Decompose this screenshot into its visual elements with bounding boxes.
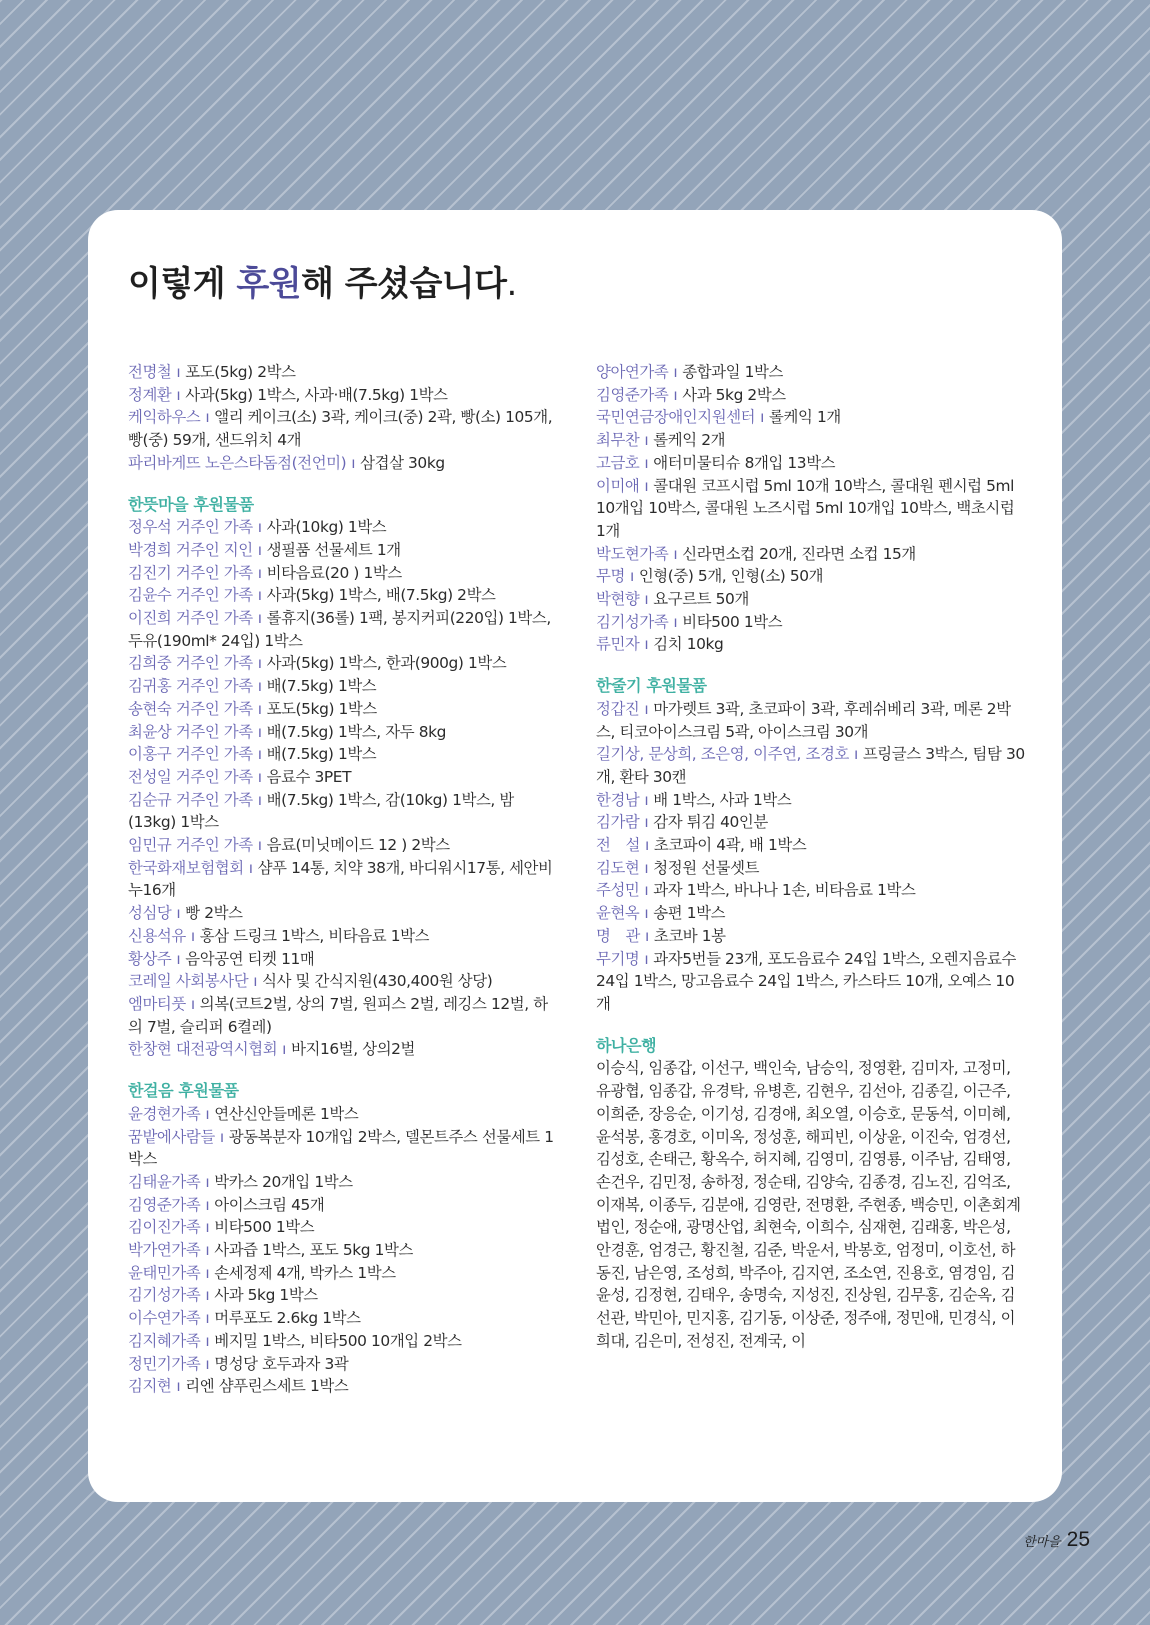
donor-name: 이수연가족	[128, 1309, 201, 1328]
donor-name: 송현숙 거주인 가족	[128, 699, 253, 718]
donated-items: 송편 1박스	[653, 904, 726, 923]
donor-name: 정민기가족	[128, 1354, 201, 1373]
donated-items: 롤휴지(36롤) 1팩, 봉지커피(220입) 1박스, 두유(190ml* 24입) 1박스	[128, 609, 551, 650]
separator: ı	[644, 881, 649, 900]
donation-entry	[596, 543, 1026, 566]
donor-name: 이미애	[596, 476, 640, 495]
separator: ı	[176, 949, 181, 968]
donor-name: 김희중 거주인 가족	[128, 654, 253, 673]
section-hana-bank	[596, 1035, 1026, 1353]
donor-name: 국민연금장애인지원센터	[596, 408, 756, 427]
donated-items: 리엔 샴푸린스세트 1박스	[185, 1377, 349, 1396]
separator: ı	[253, 972, 258, 991]
donated-items: 샴푸 14통, 치약 38개, 바디워시17통, 세안비누16개	[128, 858, 553, 900]
donated-items: 배(7.5kg) 1박스, 자두 8kg	[266, 722, 446, 741]
donated-items: 생필품 선물세트 1개	[266, 540, 401, 559]
donor-name: 이홍구 거주인 가족	[128, 745, 253, 764]
donation-list	[128, 1103, 556, 1398]
donated-items: 포도(5kg) 2박스	[185, 363, 296, 381]
donated-items: 배(7.5kg) 1박스, 감(10kg) 1박스, 밤(13kg) 1박스	[128, 790, 514, 832]
separator: ı	[176, 1377, 181, 1396]
separator: ı	[257, 563, 262, 582]
donor-name: 김가람	[596, 813, 640, 832]
title-highlight: 후원	[236, 264, 302, 304]
separator: ı	[205, 1195, 210, 1214]
donor-name: 성심당	[128, 904, 172, 923]
donation-entry	[128, 1353, 556, 1376]
separator: ı	[644, 635, 649, 654]
separator: ı	[644, 926, 649, 945]
donor-name: 최윤상 거주인 가족	[128, 722, 253, 741]
title-text: 이렇게	[128, 264, 237, 304]
donation-entry	[128, 1262, 556, 1285]
section-heading: 한뜻마을 후원물품	[128, 494, 254, 514]
separator: ı	[176, 363, 181, 381]
right-intro-list	[596, 361, 1026, 656]
separator: ı	[673, 612, 678, 631]
donation-entry	[128, 652, 556, 675]
separator: ı	[644, 431, 649, 450]
donor-name: 김이진가족	[128, 1218, 201, 1237]
donation-entry	[596, 879, 1026, 902]
separator: ı	[257, 654, 262, 673]
separator: ı	[205, 408, 210, 427]
donor-name: 류민자	[596, 635, 640, 654]
donor-name: 김진기 거주인 가족	[128, 563, 253, 582]
separator: ı	[629, 567, 634, 586]
separator: ı	[205, 1263, 210, 1282]
separator: ı	[257, 836, 262, 855]
donated-items: 사과(5kg) 1박스, 한과(900g) 1박스	[266, 654, 507, 673]
donation-entry	[128, 1239, 556, 1262]
donation-entry	[128, 1307, 556, 1330]
donor-name: 전명철	[128, 363, 172, 381]
magazine-logo: 한마을	[1022, 1535, 1061, 1550]
donation-entry	[128, 721, 556, 744]
donated-items: 배(7.5kg) 1박스	[266, 745, 377, 764]
donation-entry	[596, 384, 1026, 407]
donated-items: 앨리 케이크(소) 3곽, 케이크(중) 2곽, 빵(소) 105개, 빵(중) 59개, 샌드위치 4개	[128, 408, 553, 450]
separator: ı	[176, 904, 181, 923]
donor-name: 한국화재보험협회	[128, 858, 244, 877]
donated-items: 아이스크림 45개	[214, 1195, 325, 1214]
separator: ı	[248, 858, 253, 877]
donation-entry	[596, 588, 1026, 611]
donor-name: 박경희 거주인 지인	[128, 540, 253, 559]
donated-items: 사과(10kg) 1박스	[266, 518, 387, 537]
separator: ı	[257, 586, 262, 605]
page-number: 25	[1066, 1528, 1090, 1551]
donation-entry	[128, 902, 556, 925]
page-title	[128, 256, 517, 305]
left-column	[128, 361, 556, 1398]
donation-entry	[596, 834, 1026, 857]
separator: ı	[282, 1040, 287, 1059]
separator: ı	[176, 385, 181, 404]
donor-name: 한창현 대전광역시협회	[128, 1040, 278, 1059]
donor-name: 꿈밭에사람들	[128, 1127, 215, 1146]
donation-entry	[128, 607, 556, 652]
donation-entry	[128, 1171, 556, 1194]
donor-name: 김기성가족	[596, 612, 669, 631]
donation-entry	[596, 698, 1026, 743]
donation-list	[596, 698, 1026, 1016]
donation-entry	[128, 743, 556, 766]
donated-items: 빵 2박스	[185, 904, 243, 923]
donation-entry	[596, 925, 1026, 948]
separator: ı	[190, 926, 195, 945]
donor-name: 정계환	[128, 385, 172, 404]
donor-name: 길기상, 문상희, 조은영, 이주연, 조경호	[596, 745, 849, 764]
donation-entry	[128, 1330, 556, 1353]
donation-entry	[596, 361, 1026, 384]
donated-items: 애터미물티슈 8개입 13박스	[653, 453, 836, 472]
donation-entry	[128, 516, 556, 539]
donor-name: 김영준가족	[596, 385, 669, 404]
page-footer	[1023, 1528, 1090, 1552]
donation-entry	[596, 743, 1026, 788]
section-heading: 한걸음 후원물품	[128, 1081, 239, 1101]
donation-entry	[596, 429, 1026, 452]
donor-name: 김지현	[128, 1377, 172, 1396]
donation-entry	[128, 1375, 556, 1398]
donor-name: 무명	[596, 567, 625, 586]
donor-name: 한경남	[596, 790, 640, 809]
donation-entry	[128, 406, 556, 451]
donation-entry	[128, 675, 556, 698]
separator: ı	[351, 453, 356, 472]
donor-name: 박현향	[596, 590, 640, 609]
separator: ı	[257, 540, 262, 559]
donated-items: 사과(5kg) 1박스, 사과·배(7.5kg) 1박스	[185, 385, 448, 404]
donor-name: 전 설	[596, 836, 640, 855]
section-hanjulgi	[596, 675, 1026, 1016]
donated-items: 비타500 1박스	[682, 612, 783, 631]
section-hangeoreum	[128, 1080, 556, 1398]
donated-items: 손세정제 4개, 박카스 1박스	[214, 1263, 396, 1282]
donor-name: 윤현옥	[596, 904, 640, 923]
donated-items: 인형(중) 5개, 인형(소) 50개	[638, 567, 824, 586]
donated-items: 롤케익 2개	[653, 431, 726, 450]
separator: ı	[644, 453, 649, 472]
donated-items: 감자 튀김 40인분	[653, 813, 768, 832]
donation-entry	[128, 562, 556, 585]
separator: ı	[644, 699, 649, 718]
separator: ı	[257, 518, 262, 537]
separator: ı	[644, 813, 649, 832]
donation-entry	[596, 633, 1026, 656]
donated-items: 삼겹살 30kg	[360, 453, 445, 472]
separator: ı	[257, 699, 262, 718]
donated-items: 초코바 1봉	[653, 926, 726, 945]
donation-entry	[128, 993, 556, 1038]
donor-name: 신용석유	[128, 926, 186, 945]
donated-items: 의복(코트2벌, 상의 7벌, 원피스 2벌, 레깅스 12벌, 하의 7벌, 슬리퍼 6켤레)	[128, 994, 548, 1036]
donated-items: 광동복분자 10개입 2박스, 델몬트주스 선물세트 1박스	[128, 1127, 554, 1169]
separator: ı	[673, 544, 678, 563]
donated-items: 음료(미닛메이드 12 ) 2박스	[266, 836, 450, 855]
donor-name: 윤태민가족	[128, 1263, 201, 1282]
donated-items: 박카스 20개입 1박스	[214, 1172, 353, 1191]
separator: ı	[644, 836, 649, 855]
donation-entry	[128, 1038, 556, 1061]
donation-entry	[128, 1103, 556, 1126]
donor-name: 임민규 거주인 가족	[128, 836, 253, 855]
donor-name: 정갑진	[596, 699, 640, 718]
donor-name: 박가연가족	[128, 1241, 201, 1260]
donation-entry	[128, 789, 556, 834]
donation-entry	[128, 1194, 556, 1217]
separator: ı	[673, 363, 678, 381]
donation-entry	[128, 584, 556, 607]
donation-entry	[128, 1284, 556, 1307]
donation-entry	[128, 970, 556, 993]
donor-name: 파리바게뜨 노은스타돔점(전언미)	[128, 453, 347, 472]
separator: ı	[205, 1309, 210, 1328]
section-hanttteut	[128, 494, 556, 1062]
donation-entry	[128, 925, 556, 948]
separator: ı	[644, 476, 649, 495]
donated-items: 청정원 선물셋트	[653, 858, 760, 877]
donated-items: 사과 5kg 2박스	[682, 385, 786, 404]
title-period: .	[506, 264, 517, 304]
donated-items: 사과(5kg) 1박스, 배(7.5kg) 2박스	[266, 586, 496, 605]
donation-entry	[128, 1216, 556, 1239]
donated-items: 마가렛트 3곽, 초코파이 3곽, 후레쉬베리 3곽, 메론 2박스, 티코아이스크림 5곽, 아이스크림 30개	[596, 699, 1011, 741]
donated-items: 과자5번들 23개, 포도음료수 24입 1박스, 오렌지음료수 24입 1박스, 망고음료수 24입 1박스, 카스타드 10개, 오예스 10개	[596, 949, 1016, 1013]
separator: ı	[205, 1104, 210, 1123]
donor-name: 명 관	[596, 926, 640, 945]
donated-items: 비타500 1박스	[214, 1218, 315, 1237]
donor-name: 엠마티풋	[128, 994, 186, 1013]
donated-items: 음악공연 티켓 11매	[185, 949, 315, 968]
donated-items: 음료수 3PET	[266, 767, 352, 786]
donated-items: 바지16벌, 상의2벌	[291, 1040, 416, 1059]
donation-entry	[128, 834, 556, 857]
section-heading: 한줄기 후원물품	[596, 676, 707, 696]
donation-entry	[596, 475, 1026, 543]
separator: ı	[205, 1241, 210, 1260]
separator: ı	[257, 745, 262, 764]
donated-items: 포도(5kg) 1박스	[266, 699, 377, 718]
donated-items: 사과 5kg 1박스	[214, 1286, 318, 1305]
separator: ı	[257, 790, 262, 809]
content-card	[88, 210, 1062, 1502]
donation-entry	[596, 857, 1026, 880]
donated-items: 식사 및 간식지원(430,400원 상당)	[262, 972, 493, 991]
donated-items: 요구르트 50개	[653, 590, 749, 609]
donor-name: 케익하우스	[128, 408, 201, 427]
donor-name: 황상주	[128, 949, 172, 968]
donation-entry	[596, 902, 1026, 925]
donation-entry	[596, 406, 1026, 429]
donation-entry	[128, 1126, 556, 1171]
donation-entry	[596, 611, 1026, 634]
donor-name: 이진희 거주인 가족	[128, 609, 253, 628]
right-column	[596, 361, 1026, 1353]
separator: ı	[644, 590, 649, 609]
separator: ı	[205, 1172, 210, 1191]
separator: ı	[644, 858, 649, 877]
separator: ı	[205, 1354, 210, 1373]
donor-name: 김도현	[596, 858, 640, 877]
donation-entry	[596, 565, 1026, 588]
separator: ı	[644, 949, 649, 968]
donor-name: 김영준가족	[128, 1195, 201, 1214]
donated-items: 배 1박스, 사과 1박스	[653, 790, 792, 809]
donor-name: 정우석 거주인 가족	[128, 518, 253, 537]
separator: ı	[853, 745, 858, 764]
donor-name: 김지혜가족	[128, 1331, 201, 1350]
title-text-end: 해 주셨습니다	[301, 264, 507, 304]
separator: ı	[257, 767, 262, 786]
donation-entry	[128, 698, 556, 721]
donor-names: 이승식, 임종갑, 이선구, 백인숙, 남승익, 정영환, 김미자, 고정미, 유광협, 임종갑, 유경탁, 유병흔, 김현우, 김선아, 김종길, 이근주, 이희준, 장응순, 이기성, 김경애, 최오열, 이승호, 문동석, 이미혜, 윤석봉, 홍경호, 이미옥, 정성훈, 해피빈, 이상윤, 이진숙, 엄경선, 김성호, 손태근, 황옥수, 허지혜, 김영미, 김영룡, 이주남, 김태영, 손건우, 김민정, 송하정, 정순태, 김양숙, 김종경, 김노진, 김억조, 이재복, 이종두, 김분애, 김영란, 전명환, 주현종, 백승민, 이촌회계법인, 정순애, 광명산업, 최현숙, 이희수, 심재현, 김래홍, 박은성, 안경훈, 엄경근, 황진철, 김준, 박운서, 박봉호, 엄정미, 이호선, 하동진, 남은영, 조성희, 박주아, 김지연, 조소연, 진용호, 염경임, 김윤성, 김정현, 김태우, 송명숙, 지성진, 진상원, 김무홍, 김순옥, 김선관, 박민아, 민지홍, 김기동, 이상준, 정주애, 정민애, 민경식, 이희대, 김은미, 전성진, 전계국, 이	[596, 1059, 1021, 1350]
donation-entry	[128, 857, 556, 902]
separator: ı	[644, 790, 649, 809]
donated-items: 사과즙 1박스, 포도 5kg 1박스	[214, 1241, 413, 1260]
donated-items: 초코파이 4곽, 배 1박스	[653, 836, 807, 855]
donation-entry	[596, 452, 1026, 475]
donated-items: 콜대원 코프시럽 5ml 10개 10박스, 콜대원 펜시럽 5ml 10개입 10박스, 콜대원 노즈시럽 5ml 10개입 10박스, 백초시럽 1개	[596, 476, 1015, 540]
donor-name: 김귀홍 거주인 가족	[128, 677, 253, 696]
donor-name: 최무찬	[596, 431, 640, 450]
donor-name: 코레일 사회봉사단	[128, 972, 249, 991]
separator: ı	[219, 1127, 224, 1146]
separator: ı	[205, 1331, 210, 1350]
donor-name: 김기성가족	[128, 1286, 201, 1305]
separator: ı	[760, 408, 765, 427]
separator: ı	[257, 722, 262, 741]
separator: ı	[673, 385, 678, 404]
donated-items: 비타음료(20 ) 1박스	[266, 563, 402, 582]
donation-entry	[128, 452, 556, 475]
separator: ı	[205, 1286, 210, 1305]
donor-name: 무기명	[596, 949, 640, 968]
donated-items: 배(7.5kg) 1박스	[266, 677, 377, 696]
donated-items: 베지밀 1박스, 비타500 10개입 2박스	[214, 1331, 462, 1350]
left-intro-list	[128, 361, 556, 475]
donated-items: 신라면소컵 20개, 진라면 소컵 15개	[682, 544, 916, 563]
donated-items: 김치 10kg	[653, 635, 724, 654]
donation-entry	[596, 789, 1026, 812]
donation-entry	[128, 948, 556, 971]
donation-entry	[128, 766, 556, 789]
donation-entry	[128, 361, 556, 384]
separator: ı	[190, 994, 195, 1013]
donor-name: 주성민	[596, 881, 640, 900]
donation-entry	[596, 811, 1026, 834]
donor-name: 박도현가족	[596, 544, 669, 563]
section-heading: 하나은행	[596, 1035, 657, 1055]
donation-entry	[128, 539, 556, 562]
donor-name: 고금호	[596, 453, 640, 472]
donated-items: 명성당 호두과자 3곽	[214, 1354, 349, 1373]
donated-items: 롤케익 1개	[769, 408, 841, 427]
donation-entry	[596, 948, 1026, 1016]
separator: ı	[257, 677, 262, 696]
donor-name: 전성일 거주인 가족	[128, 767, 253, 786]
donated-items: 종합과일 1박스	[682, 363, 783, 381]
donated-items: 홍삼 드링크 1박스, 비타음료 1박스	[199, 926, 430, 945]
donor-name: 김윤수 거주인 가족	[128, 586, 253, 605]
donor-name: 김태윤가족	[128, 1172, 201, 1191]
donation-list	[128, 516, 556, 1061]
donor-name: 윤경현가족	[128, 1104, 201, 1123]
separator: ı	[205, 1218, 210, 1237]
separator: ı	[257, 609, 262, 628]
donor-name: 양아연가족	[596, 363, 669, 381]
donor-name: 김순규 거주인 가족	[128, 790, 253, 809]
donated-items: 프링글스 3박스, 팀탐 30개, 환타 30캔	[596, 745, 1025, 786]
donated-items: 과자 1박스, 바나나 1손, 비타음료 1박스	[653, 881, 916, 900]
donated-items: 머루포도 2.6kg 1박스	[214, 1309, 361, 1328]
donation-entry	[128, 384, 556, 407]
separator: ı	[644, 904, 649, 923]
donated-items: 연산신안들메론 1박스	[214, 1104, 359, 1123]
